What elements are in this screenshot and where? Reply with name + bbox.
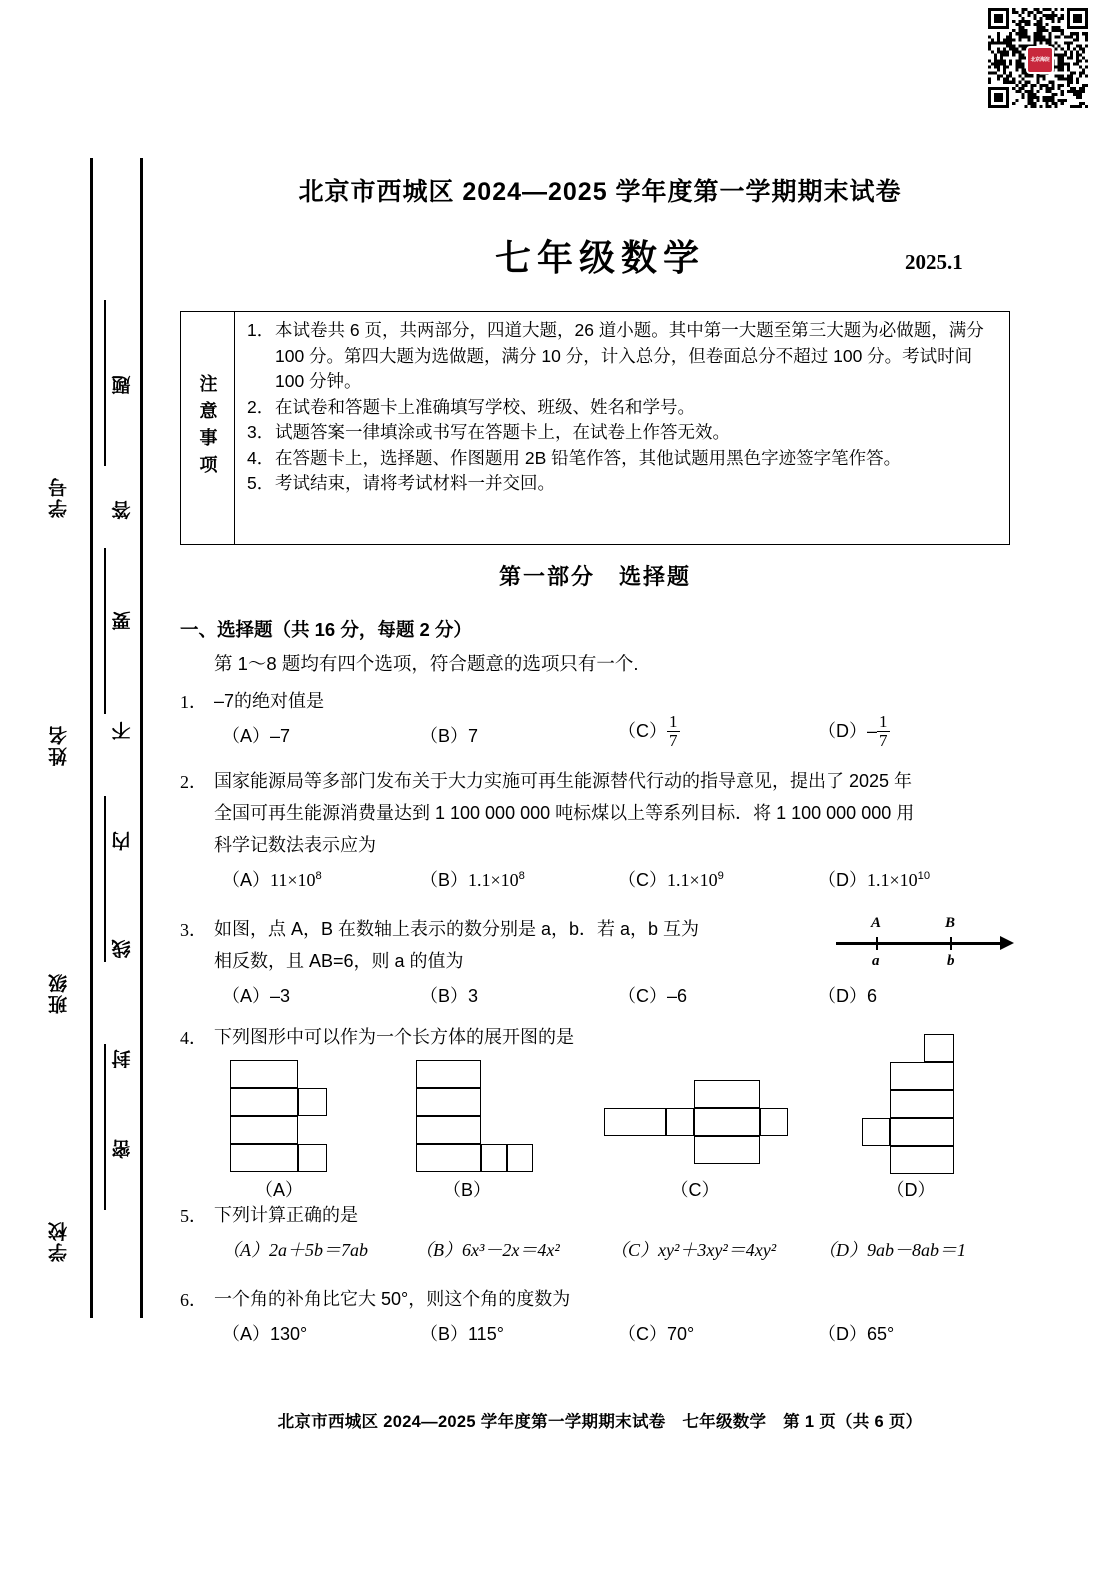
net-cell: [760, 1108, 788, 1136]
question-5-option-b[interactable]: （B）6x³－2x＝4x²: [415, 1240, 560, 1260]
net-cell: [416, 1116, 481, 1144]
question-1-option-d-label: （D）: [818, 721, 867, 742]
field-rule-student-id: [104, 300, 106, 466]
net-cell: [694, 1080, 760, 1108]
option-label: （A）: [222, 870, 271, 890]
net-cell: [230, 1088, 298, 1116]
net-diagram-a: [230, 1060, 330, 1170]
net-cell: [890, 1062, 954, 1090]
net-cell: [230, 1060, 298, 1088]
question-1-option-c[interactable]: [618, 714, 680, 751]
net-cell: [507, 1144, 533, 1172]
net-cell: [890, 1090, 954, 1118]
question-1-option-c-fraction: [667, 713, 680, 750]
question-1-number: 1．: [180, 692, 207, 712]
notice-item: [247, 318, 999, 395]
net-cell: [230, 1144, 298, 1172]
number-line-axis: [836, 942, 1004, 945]
option-base: 1.1×10: [468, 870, 519, 890]
notice-item-number: 1．: [247, 320, 275, 340]
question-1-option-b[interactable]: （B）7: [420, 726, 479, 746]
field-label-school: 学校: [49, 1220, 70, 1262]
question-3-option-b[interactable]: （B）3: [420, 986, 479, 1006]
question-4-number: 4．: [180, 1028, 207, 1048]
question-5-option-c[interactable]: （C）xy²＋3xy²＝4xy²: [610, 1240, 777, 1260]
question-3-option-c[interactable]: （C）–6: [618, 986, 688, 1006]
section-one-subheading: 第 1～8 题均有四个选项，符合题意的选项只有一个.: [214, 653, 639, 674]
net-diagram-c: [604, 1082, 794, 1172]
notice-box-label: [181, 312, 235, 544]
net-cell: [666, 1108, 694, 1136]
fraction-numerator: 1: [669, 712, 678, 731]
net-label-d: （D）: [886, 1180, 936, 1200]
notice-item: [247, 471, 999, 497]
field-label-name: 姓名: [49, 724, 70, 766]
question-5-stem: 下列计算正确的是: [214, 1205, 358, 1225]
question-1-option-c-label: （C）: [618, 721, 667, 742]
number-line-tick-a: [876, 937, 878, 950]
notice-item: [247, 446, 999, 472]
question-6-option-a[interactable]: （A）130°: [222, 1324, 308, 1344]
field-label-class: 班级: [49, 972, 70, 1014]
notice-item-text: 本试卷共 6 页，共两部分，四道大题，26 道小题。其中第一大题至第三大题为必做题，满分 100 分。第四大题为选做题，满分 10 分，计入总分，但卷面总分不超过 100 分。考试时间 100 分钟。: [275, 320, 984, 391]
section-one-heading: 一、选择题（共 16 分，每题 2 分）: [180, 619, 472, 640]
net-cell: [230, 1116, 298, 1144]
seal-char-1: 答: [111, 498, 131, 519]
option-base: 1.1×10: [667, 870, 718, 890]
net-cell: [694, 1108, 760, 1136]
qr-code-logo: 北京海淀: [1026, 46, 1054, 74]
question-2-stem-line-2: 全国可再生能源消费量达到 1 100 000 000 吨标煤以上等系列目标．将 1 100 000 000 用: [214, 803, 915, 823]
notice-box-label-text: 注意事项: [197, 374, 218, 482]
question-1-option-d-fraction: [877, 713, 890, 750]
net-cell: [481, 1144, 507, 1172]
notice-item-text: 在答题卡上，选择题、作图题用 2B 铅笔作答，其他试题用黑色字迹签字笔作答。: [275, 447, 902, 468]
net-label-c: （C）: [670, 1180, 720, 1200]
seal-char-2: 要: [111, 609, 131, 630]
question-2-option-d[interactable]: [818, 866, 930, 892]
exam-date: 2025.1: [905, 250, 963, 274]
seal-char-5: 线: [111, 937, 131, 958]
question-1-option-a[interactable]: （A）–7: [222, 726, 291, 746]
notice-item-number: 4．: [247, 447, 275, 468]
question-1-option-d-sign: –: [867, 721, 878, 742]
question-3-stem-line-1: 如图，点 A，B 在数轴上表示的数分别是 a，b．若 a，b 互为: [214, 919, 700, 939]
question-3-number: 3．: [180, 920, 207, 940]
notice-item-text: 在试卷和答题卡上准确填写学校、班级、姓名和学号。: [275, 396, 695, 417]
subject-title: 七年级数学: [494, 237, 705, 278]
question-3-option-d[interactable]: （D）6: [818, 986, 878, 1006]
question-2-option-a[interactable]: [222, 866, 322, 892]
seal-char-4: 内: [111, 829, 131, 850]
option-base: 1.1×10: [867, 870, 918, 890]
number-line-tick-b: [950, 937, 952, 950]
option-exponent: 9: [717, 870, 724, 882]
notice-list: [235, 312, 1009, 544]
notice-item-number: 5．: [247, 473, 275, 493]
seal-char-3: 不: [111, 719, 131, 740]
fraction-numerator: 1: [879, 712, 888, 731]
option-exponent: 8: [315, 870, 322, 882]
net-cell: [694, 1136, 760, 1164]
question-2-stem-line-1: 国家能源局等多部门发布关于大力实施可再生能源替代行动的指导意见，提出了 2025 年: [214, 771, 913, 791]
page-footer: 北京市西城区 2024—2025 学年度第一学期期末试卷 七年级数学 第 1 页（共 6 页）: [277, 1413, 923, 1431]
question-2-option-c[interactable]: [618, 866, 724, 892]
net-cell: [890, 1118, 954, 1146]
field-rule-name: [104, 548, 106, 714]
option-exponent: 8: [518, 870, 525, 882]
question-6-option-b[interactable]: （B）115°: [420, 1324, 504, 1344]
notice-item: [247, 395, 999, 421]
question-3-option-a[interactable]: （A）–3: [222, 986, 291, 1006]
question-6-option-c[interactable]: （C）70°: [618, 1324, 695, 1344]
question-4-stem: 下列图形中可以作为一个长方体的展开图的是: [214, 1027, 574, 1047]
net-cell: [604, 1108, 666, 1136]
net-diagram-b: [416, 1060, 536, 1172]
question-2-stem-line-3: 科学记数法表示应为: [214, 835, 376, 855]
question-5-option-d[interactable]: （D）9ab－8ab＝1: [818, 1240, 966, 1260]
question-6-number: 6．: [180, 1290, 207, 1310]
number-line-label-b: b: [947, 953, 955, 969]
field-label-student-id: 学号: [49, 476, 70, 518]
number-line-label-A: A: [871, 915, 882, 931]
net-cell: [416, 1060, 481, 1088]
qr-code: [988, 8, 1088, 108]
option-exponent: 10: [917, 870, 931, 882]
option-label: （B）: [420, 870, 469, 890]
net-cell: [416, 1088, 481, 1116]
net-label-a: （A）: [254, 1180, 303, 1200]
net-cell: [298, 1088, 327, 1116]
fraction-denominator: 7: [879, 730, 888, 750]
seal-char-7: 密: [111, 1137, 131, 1158]
question-1-stem: –7的绝对值是: [214, 691, 325, 711]
notice-box: [180, 311, 1010, 545]
number-line-arrow: [1000, 936, 1014, 950]
field-rule-class: [104, 796, 106, 962]
notice-item-text: 考试结束，请将考试材料一并交回。: [275, 473, 555, 493]
net-cell: [298, 1144, 327, 1172]
net-cell: [862, 1118, 890, 1146]
page-title: 北京市西城区 2024—2025 学年度第一学期期末试卷: [298, 178, 902, 206]
question-1-option-d[interactable]: [818, 714, 890, 751]
net-cell: [416, 1144, 481, 1172]
question-3-stem-line-2: 相反数，且 AB=6，则 a 的值为: [214, 951, 464, 971]
notice-item: [247, 420, 999, 446]
notice-item-number: 3．: [247, 422, 275, 442]
option-label: （D）: [818, 870, 867, 890]
question-2-number: 2．: [180, 772, 207, 792]
question-5-number: 5．: [180, 1206, 207, 1226]
seal-char-6: 封: [111, 1047, 131, 1068]
option-base: 11×10: [270, 870, 316, 890]
notice-item-text: 试题答案一律填涂或书写在答题卡上，在试卷上作答无效。: [275, 422, 730, 442]
seal-char-0: 题: [111, 373, 131, 394]
seal-line-inner: [140, 158, 143, 1318]
net-diagram-d: [862, 1034, 982, 1174]
field-rule-school: [104, 1044, 106, 1210]
net-cell: [924, 1034, 954, 1062]
part-one-heading: 第一部分 选择题: [498, 564, 691, 589]
question-2-option-b[interactable]: [420, 866, 525, 892]
question-6-option-d[interactable]: （D）65°: [818, 1324, 895, 1344]
fraction-denominator: 7: [669, 730, 678, 750]
net-label-b: （B）: [442, 1180, 491, 1200]
number-line-diagram: [830, 912, 1020, 974]
option-label: （C）: [618, 870, 667, 890]
notice-item-number: 2．: [247, 396, 275, 417]
question-5-option-a[interactable]: （A）2a＋5b＝7ab: [222, 1240, 368, 1260]
number-line-label-a: a: [872, 953, 880, 969]
net-cell: [890, 1146, 954, 1174]
question-6-stem: 一个角的补角比它大 50°，则这个角的度数为: [214, 1289, 571, 1309]
number-line-label-B: B: [945, 915, 956, 931]
seal-line-outer: [90, 158, 93, 1318]
